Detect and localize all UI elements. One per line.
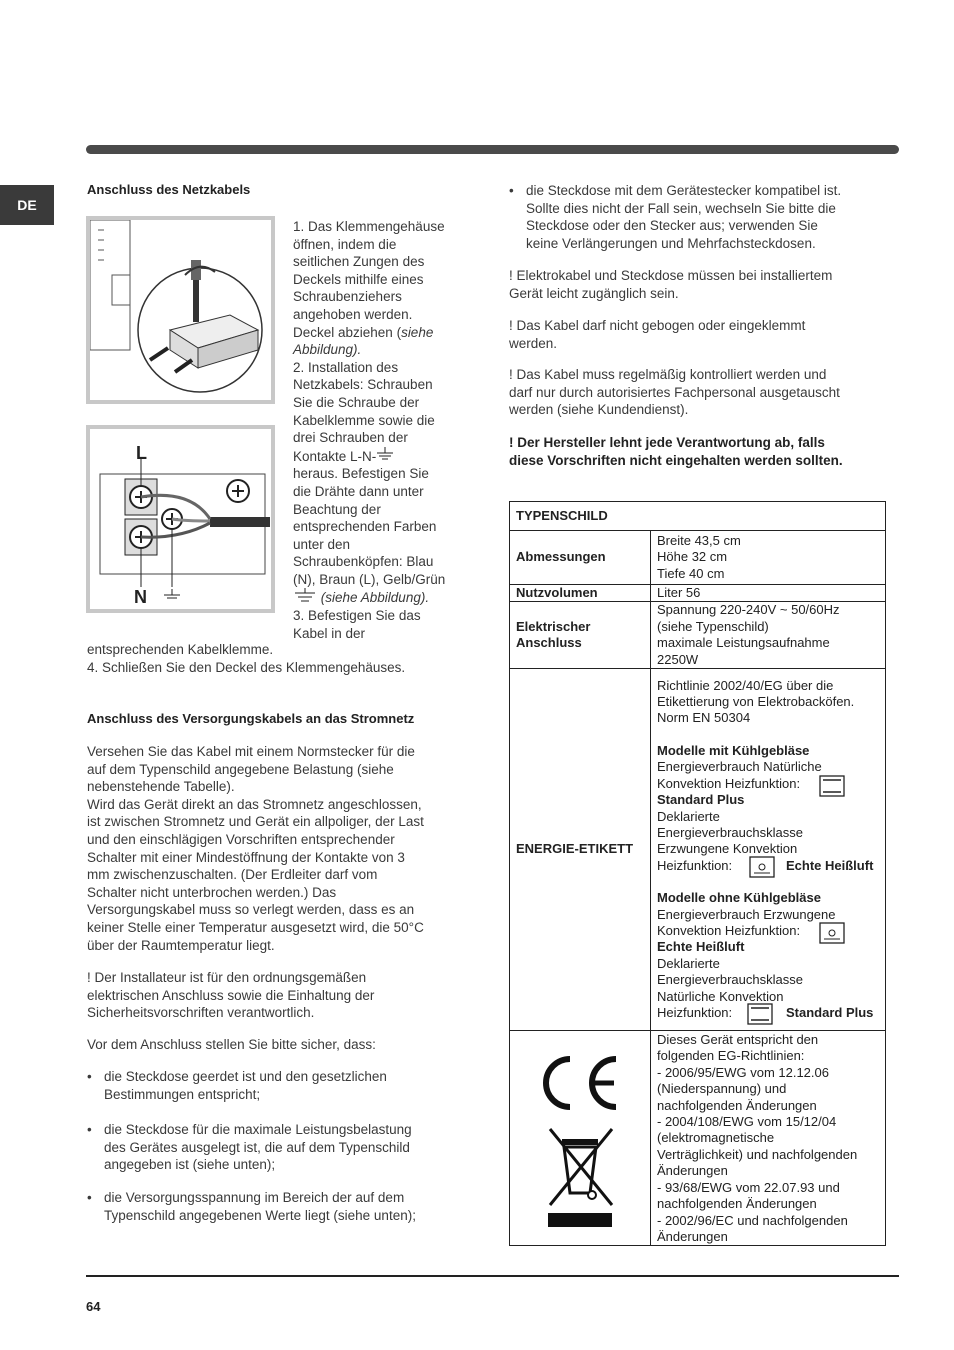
install-steps: 1. Das Klemmengehäuse öffnen, indem die seitlichen Zungen des Deckels mithilfe eines Schraubenziehers angehoben werden. Deckel abziehen (siehe Abbildung). 2. Installation des Netzkabels: Schrauben Sie die Schraube der Kabelklemme sowie die drei Schrauben der Kontakte L-N- heraus. Befestigen Sie die Drähte dann unter Beachtung der entsprechenden Farben unter den Schraubenköpfen: Blau (N), Braun (L), Gelb/Grün (siehe Abbildung). 3. Befestigen Sie das Kabel in der [293, 219, 446, 641]
rating-plate-table [509, 501, 886, 1246]
ce-mark-icon [546, 1059, 616, 1107]
table-title: TYPENSCHILD [510, 502, 886, 531]
weee-bin-icon [548, 1129, 612, 1227]
warning-bend: ! Das Kabel darf nicht gebogen oder eingeklemmt werden. [509, 318, 806, 351]
earth-icon [376, 447, 394, 461]
warning-accessible: ! Elektrokabel und Steckdose müssen bei installiertem Gerät leicht zugänglich sein. [509, 268, 833, 301]
list-item: • die Steckdose für die maximale Leistungsbelastung des Gerätes ausgelegt ist, die auf dem Typenschild angegeben ist (siehe unten); [87, 1122, 412, 1173]
heading-mains-connection: Anschluss des Versorgungskabels an das Stromnetz [87, 711, 415, 726]
installer-warning: ! Der Installateur ist für den ordnungsgemäßen elektrischen Anschluss sowie die Einhaltung der Sicherheitsvorschriften verantwortlich. [87, 970, 375, 1021]
page-number: 64 [86, 1299, 101, 1314]
heading-power-cable: Anschluss des Netzkabels [87, 182, 251, 197]
install-steps-continued: entsprechenden Kabelklemme. 4. Schließen Sie den Deckel des Klemmengehäuses. [87, 642, 406, 675]
warning-inspect: ! Das Kabel muss regelmäßig kontrolliert werden und darf nur durch autorisiertes Fachpersonal ausgetauscht werden (siehe Kundendienst). [509, 367, 840, 418]
list-item: • die Versorgungsspannung im Bereich der auf dem Typenschild angegebenen Werte liegt (siehe unten); [87, 1190, 416, 1223]
earth-icon [164, 589, 180, 598]
mains-paragraph: Versehen Sie das Kabel mit einem Normstecker für die auf dem Typenschild angegebene Belastung (siehe nebenstehende Tabelle). Wird das Gerät direkt an das Stromnetz angeschlossen, ist zwischen Stromnetz und Gerät ein allpoliger, der Last und den einschlägigen Vorschriften entsprechender Schalter mit einer Mindestöffnung der Kontakte von 3 mm zwischenzuschalten. (Der Erdleiter darf vom Schalter nicht unterbrochen werden.) Das Versorgungskabel muss so verlegt werden, dass es an keiner Stelle einer Temperatur ausgesetzt wird, die 50°C über der Raumtemperatur liegt. [87, 744, 424, 953]
check-intro: Vor dem Anschluss stellen Sie bitte sicher, dass: [87, 1037, 376, 1052]
language-tab: DE [0, 185, 54, 225]
table-row: Abmessungen Breite 43,5 cm Höhe 32 cm Tiefe 40 cm [510, 531, 886, 585]
table-row: Nutzvolumen Liter 56 [510, 585, 886, 602]
wiring-illustration [90, 429, 271, 609]
figure-wiring-diagram [86, 425, 275, 613]
figure-terminal-box-opening [86, 216, 275, 404]
standard-plus-icon [747, 1003, 773, 1025]
standard-plus-icon [819, 775, 845, 797]
label-N: N [134, 587, 147, 607]
table-row [510, 502, 886, 531]
fan-heating-icon [819, 922, 845, 944]
table-row: Elektrischer Anschluss Spannung 220-240V ~ 50/60Hz (siehe Typenschild) maximale Leistungsaufnahme 2250W [510, 602, 886, 669]
footer-rule [86, 1275, 899, 1277]
list-item: • die Steckdose geerdet ist und den gesetzlichen Bestimmungen entspricht; [87, 1069, 387, 1102]
table-row: ENERGIE-ETIKETT Richtlinie 2002/40/EG über die Etikettierung von Elektrobacköfen. Norm EN 50304 Modelle mit Kühlgebläse Energieverbrauch Natürliche Konvektion Heizfunktion: Standard Plus Deklarierte Energieverbrauchsklasse Erzwungene Konvektion Heizfunktion: Echte Heißluft Modelle ohne Kühlgebläse Energieverbrauch Erzwungene Konvektion Heizfunktion: Echte Heißluft Deklarierte Energieverbrauchsklasse Natürliche Konvektion Heizfunktion: Standard Plus [510, 669, 886, 1031]
ce-weee-icons [530, 1041, 630, 1231]
fan-heating-icon [749, 856, 775, 878]
table-row: Dieses Gerät entspricht den folgenden EG-Richtlinien: - 2006/95/EWG vom 12.12.06 (Niederspannung) und nachfolgenden Änderungen - 2004/108/EWG vom 15/12/04 (elektromagnetische Verträglichkeit) und nachfolgenden Änderungen - 93/68/EWG vom 22.07.93 und nachfolgenden Änderungen - 2002/96/EC und nachfolgenden Änderungen [510, 1031, 886, 1246]
terminal-box-illustration [90, 220, 271, 400]
list-item: • die Steckdose mit dem Gerätestecker kompatibel ist. Sollte dies nicht der Fall sein, wechseln Sie bitte die Steckdose oder den Stecker aus; verwenden Sie keine Verlängerungen und Mehrfachsteckdosen. [509, 183, 842, 251]
warning-liability: ! Der Hersteller lehnt jede Verantwortung ab, falls diese Vorschriften nicht eingehalten werden sollten. [509, 435, 843, 468]
label-L: L [136, 443, 147, 463]
header-rule [86, 145, 899, 154]
earth-icon [293, 588, 317, 602]
